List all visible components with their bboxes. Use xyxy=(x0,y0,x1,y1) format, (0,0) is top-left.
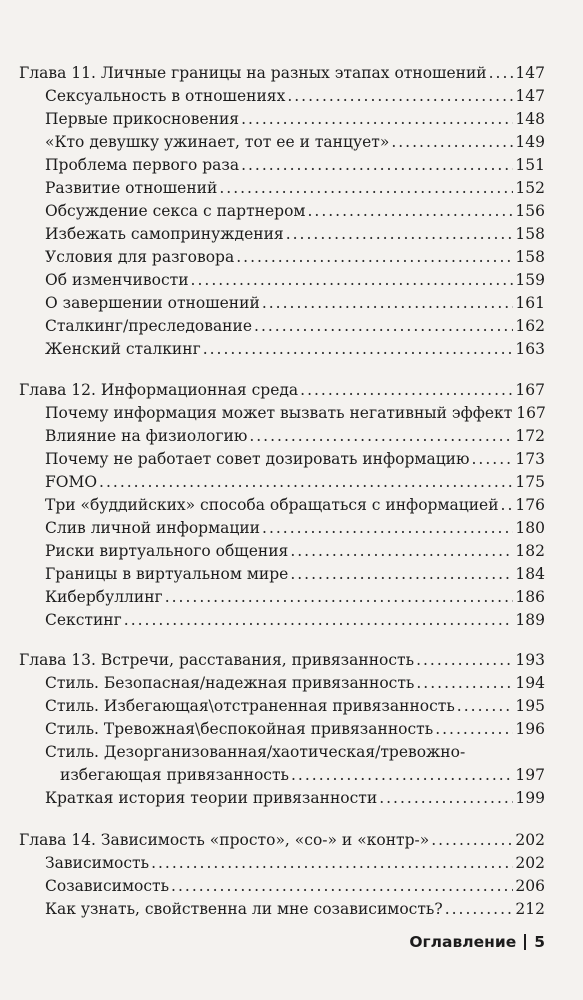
toc-leader-dots xyxy=(416,673,513,693)
toc-leader-dots xyxy=(391,132,513,152)
toc-page-number: 202 xyxy=(515,831,545,849)
toc-leader-dots xyxy=(431,830,513,850)
toc-chapter-entry xyxy=(19,380,545,400)
toc-entry-title: Избежать самопринуждения xyxy=(45,225,284,243)
toc-section-entry xyxy=(45,673,545,693)
toc-page-number: 212 xyxy=(515,900,545,918)
toc-page-number: 175 xyxy=(515,473,545,491)
toc-section-entry xyxy=(45,876,545,896)
toc-section-entry xyxy=(45,316,545,336)
toc-page-number: 167 xyxy=(515,381,545,399)
toc-leader-dots xyxy=(262,293,514,313)
toc-section-entry xyxy=(45,853,545,873)
toc-entry-title: Риски виртуального общения xyxy=(45,542,289,560)
toc-section-entry xyxy=(45,293,545,313)
toc-leader-dots xyxy=(165,587,514,607)
toc-section-entry xyxy=(45,472,545,492)
toc-page-number: 173 xyxy=(515,450,545,468)
toc-leader-dots xyxy=(472,449,514,469)
toc-page-number: 159 xyxy=(515,271,545,289)
toc-entry-title: Обсуждение секса с партнером xyxy=(45,202,306,220)
toc-entry-title: Стиль. Безопасная/надежная привязанность xyxy=(45,674,415,692)
toc-page-number: 186 xyxy=(515,588,545,606)
toc-section-entry xyxy=(45,86,545,106)
toc-leader-dots xyxy=(262,518,513,538)
toc-leader-dots xyxy=(300,380,513,400)
toc-section-entry xyxy=(45,224,545,244)
toc-entry-title: Проблема первого раза xyxy=(45,156,240,174)
toc-section-entry xyxy=(45,247,545,267)
toc-leader-dots xyxy=(99,472,513,492)
toc-page-number: 196 xyxy=(515,720,545,738)
toc-page-number: 162 xyxy=(515,317,545,335)
footer-page-number: 5 xyxy=(534,933,545,951)
toc-page-number: 158 xyxy=(515,248,545,266)
toc-section-entry xyxy=(45,109,545,129)
toc-entry-title: Первые прикосновения xyxy=(45,110,240,128)
toc-leader-dots xyxy=(416,650,513,670)
toc-leader-dots xyxy=(236,247,513,267)
toc-section-entry xyxy=(45,201,545,221)
toc-entry-title: Созависимость xyxy=(45,877,170,895)
toc-leader-dots xyxy=(307,201,513,221)
toc-section-entry xyxy=(45,270,545,290)
toc-page-number: 158 xyxy=(515,225,545,243)
toc-section-entry xyxy=(45,719,545,739)
toc-page-number: 161 xyxy=(515,294,545,312)
toc-page-number: 194 xyxy=(515,674,545,692)
toc-leader-dots xyxy=(290,564,513,584)
toc-page-number: 167 xyxy=(516,404,546,422)
toc-section-entry xyxy=(45,788,545,808)
toc-entry-title: Глава 12. Информационная среда xyxy=(19,381,299,399)
toc-section-entry xyxy=(60,765,545,785)
toc-entry-title: Три «буддийских» способа обращаться с информацией xyxy=(45,496,499,514)
toc-chapter-entry xyxy=(19,650,545,670)
toc-page-number: 163 xyxy=(515,340,545,358)
toc-section-entry xyxy=(45,178,545,198)
toc-page-number: 193 xyxy=(515,651,545,669)
toc-entry-title: Женский сталкинг xyxy=(45,340,201,358)
footer-section-title: Оглавление xyxy=(409,933,517,951)
toc-leader-dots xyxy=(489,63,514,83)
toc-leader-dots xyxy=(254,316,513,336)
toc-entry-title: Зависимость xyxy=(45,854,150,872)
toc-entry-title: Стиль. Дезорганизованная/хаотическая/тревожно- xyxy=(45,743,466,761)
toc-page-number: 202 xyxy=(515,854,545,872)
toc-page-number: 147 xyxy=(515,87,545,105)
toc-section-entry xyxy=(45,518,545,538)
toc-entry-title: Глава 13. Встречи, расставания, привязанность xyxy=(19,651,415,669)
toc-leader-dots xyxy=(435,719,513,739)
toc-section-entry xyxy=(45,426,545,446)
toc-section-entry xyxy=(45,587,545,607)
toc-page-number: 152 xyxy=(515,179,545,197)
toc-leader-dots xyxy=(457,696,514,716)
toc-entry-title: Стиль. Тревожная\беспокойная привязанность xyxy=(45,720,434,738)
toc-section-entry xyxy=(45,610,545,630)
toc-leader-dots xyxy=(151,853,513,873)
toc-entry-title: Сталкинг/преследование xyxy=(45,317,253,335)
toc-leader-dots xyxy=(241,155,513,175)
toc-section-entry xyxy=(45,696,545,716)
toc-page-number: 189 xyxy=(515,611,545,629)
toc-leader-dots xyxy=(501,495,514,515)
toc-entry-title: Глава 14. Зависимость «просто», «со-» и «контр-» xyxy=(19,831,430,849)
toc-leader-dots xyxy=(241,109,513,129)
toc-section-entry xyxy=(45,132,545,152)
toc-entry-title: «Кто девушку ужинает, тот ее и танцует» xyxy=(45,133,390,151)
toc-page-number: 149 xyxy=(515,133,545,151)
toc-page-number: 206 xyxy=(515,877,545,895)
toc-entry-title: Глава 11. Личные границы на разных этапах отношений xyxy=(19,64,487,82)
toc-entry-title: FOMO xyxy=(45,473,98,491)
toc-leader-dots xyxy=(219,178,513,198)
toc-page-number: 156 xyxy=(515,202,545,220)
toc-entry-title: О завершении отношений xyxy=(45,294,260,312)
toc-chapter-entry xyxy=(19,63,545,83)
toc-leader-dots xyxy=(249,426,513,446)
toc-section-entry xyxy=(45,155,545,175)
toc-leader-dots xyxy=(171,876,513,896)
toc-leader-dots xyxy=(124,610,514,630)
toc-entry-title: Краткая история теории привязанности xyxy=(45,789,378,807)
toc-entry-title: Слив личной информации xyxy=(45,519,261,537)
page-footer xyxy=(409,933,545,951)
toc-entry-title: Как узнать, свойственна ли мне созависимость? xyxy=(45,900,443,918)
toc-page-number: 172 xyxy=(515,427,545,445)
toc-entry-title: Условия для разговора xyxy=(45,248,235,266)
toc-entry-title: Кибербуллинг xyxy=(45,588,163,606)
toc-entry-title: Секстинг xyxy=(45,611,122,629)
toc-leader-dots xyxy=(287,86,513,106)
toc-section-entry xyxy=(45,541,545,561)
toc-entry-title: Развитие отношений xyxy=(45,179,218,197)
toc-leader-dots xyxy=(445,899,514,919)
toc-leader-dots xyxy=(191,270,514,290)
toc-section-entry xyxy=(45,564,545,584)
toc-section-entry xyxy=(45,899,545,919)
toc-leader-dots xyxy=(379,788,513,808)
toc-section-entry xyxy=(45,403,545,423)
toc-page-number: 151 xyxy=(515,156,545,174)
footer-separator xyxy=(524,934,526,950)
toc-chapter-entry xyxy=(19,830,545,850)
toc-leader-dots xyxy=(286,224,514,244)
toc-entry-title: избегающая привязанность xyxy=(60,766,289,784)
toc-entry-title: Об изменчивости xyxy=(45,271,189,289)
toc-entry-title: Сексуальность в отношениях xyxy=(45,87,286,105)
toc-page-number: 180 xyxy=(515,519,545,537)
toc-entry-title: Влияние на физиологию xyxy=(45,427,248,445)
toc-entry-title: Стиль. Избегающая\отстраненная привязанность xyxy=(45,697,455,715)
toc-page-number: 184 xyxy=(515,565,545,583)
toc-page-number: 195 xyxy=(515,697,545,715)
toc-leader-dots xyxy=(291,765,513,785)
toc-page-number: 197 xyxy=(515,766,545,784)
toc-section-entry xyxy=(45,449,545,469)
toc-page-number: 147 xyxy=(515,64,545,82)
toc-page-number: 176 xyxy=(515,496,545,514)
toc-page-number: 199 xyxy=(515,789,545,807)
toc-leader-dots xyxy=(203,339,514,359)
toc-page-number: 148 xyxy=(515,110,545,128)
toc-leader-dots xyxy=(290,541,513,561)
toc-page-number: 182 xyxy=(515,542,545,560)
toc-section-entry xyxy=(45,339,545,359)
toc-section-entry xyxy=(45,742,545,762)
toc-entry-title: Почему информация может вызвать негативный эффект xyxy=(45,404,513,422)
toc-section-entry xyxy=(45,495,545,515)
toc-entry-title: Почему не работает совет дозировать информацию xyxy=(45,450,470,468)
toc-entry-title: Границы в виртуальном мире xyxy=(45,565,289,583)
